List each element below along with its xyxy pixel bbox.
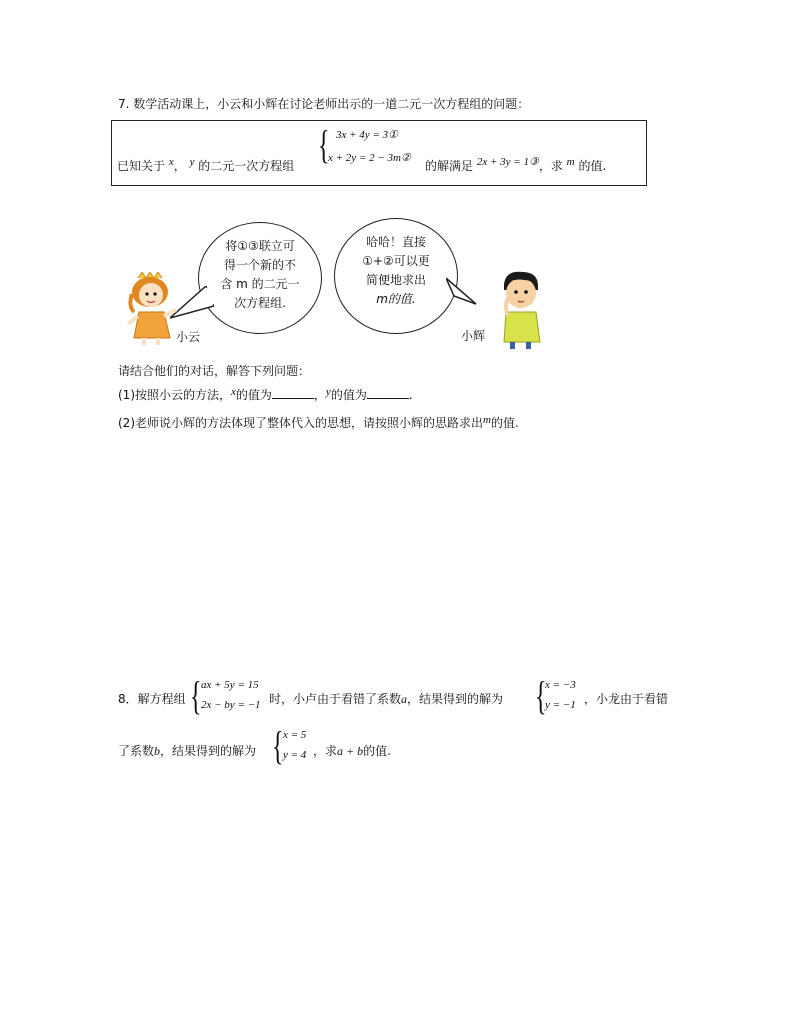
bubble-left-line: 将①③联立可: [225, 239, 295, 253]
part1-text2: 的值为: [330, 388, 367, 402]
name-xiaoyun: 小云: [176, 330, 201, 344]
q7-intro: 数学活动课上，小云和小辉在讨论老师出示的一道二元一次方程组的问题：: [133, 97, 530, 111]
speech-bubble-left: [198, 222, 322, 334]
var-b: b: [154, 744, 161, 758]
q8-system-brace: {: [190, 673, 202, 718]
q7-eq3: 2x + 3y = 1③: [476, 156, 539, 168]
part1-sep: ，: [313, 388, 326, 402]
q7-part2: [118, 414, 519, 431]
var-x: x: [168, 156, 174, 168]
q7-intro-line: [118, 95, 529, 112]
q8-sol1-eq1: x = −3: [545, 679, 576, 691]
q7-eq1: 3x + 4y = 3①: [336, 129, 398, 141]
q7-system-brace: {: [318, 122, 330, 167]
q7-box-prefix: 已知关于: [117, 159, 166, 173]
q8-solution2-brace: {: [272, 723, 284, 768]
q8-text1: 解方程组: [137, 692, 186, 706]
q7-problem-box: [111, 120, 647, 186]
var-m: m: [566, 156, 575, 168]
speech-bubble-right: [334, 218, 458, 334]
q8-text3: ，结果得到的解为: [407, 692, 504, 706]
q7-number: 7.: [118, 97, 130, 111]
q8-line1-mid: [269, 690, 503, 707]
girl-cartoon-icon: [124, 272, 182, 346]
q8-sol1-eq2: y = −1: [545, 699, 576, 711]
bubble-left-line: 次方程组.: [234, 296, 286, 310]
var-m: m: [483, 414, 491, 426]
bubble-right-line: 哈哈！直接: [365, 235, 426, 249]
bubble-right-tail: [446, 278, 480, 308]
q8-sol2-eq1: x = 5: [283, 729, 307, 741]
q8-sol2-eq2: y = 4: [283, 749, 307, 761]
q8-text5: 了系数: [118, 744, 155, 758]
bubble-left-line: 得一个新的不: [223, 258, 296, 272]
var-a: a: [401, 692, 408, 706]
q8-line2-end: [313, 742, 391, 759]
q8-number: 8．: [118, 692, 138, 706]
bubble-right-line: 简便地求出: [365, 273, 426, 287]
name-xiaohui: 小辉: [461, 329, 486, 343]
q7-box-prefix-line: [117, 157, 294, 174]
var-y: y: [325, 386, 331, 398]
q7-eq2: x + 2y = 2 − 3m②: [328, 152, 411, 164]
q7-solution-text: 的解满足: [425, 159, 474, 173]
var-x: x: [231, 386, 236, 398]
bubble-right-line: ①+②可以更: [362, 254, 430, 268]
q7-suffix-pre: ，求: [538, 159, 563, 173]
q8-line1-end: ，小龙由于看错: [584, 692, 669, 706]
comma: ，: [173, 159, 186, 173]
q7-instruction: 请结合他们的对话，解答下列问题：: [118, 364, 311, 378]
q7-suffix-post: 的值.: [578, 159, 607, 173]
part1-label: (1)按照小云的方法，: [118, 388, 231, 402]
q7-box-suffix-line: [425, 157, 606, 174]
q8-sys-eq2: 2x − by = −1: [201, 699, 261, 711]
part1-text1: 的值为: [235, 388, 272, 402]
q8-text2: 时，小卢由于看错了系数: [269, 692, 402, 706]
var-y: y: [189, 156, 195, 168]
part2-end: 的值.: [490, 416, 519, 430]
q8-line1: [118, 690, 186, 707]
bubble-left-line: 含 m 的二元一: [220, 277, 300, 291]
expr-a-plus-b: a + b: [337, 744, 364, 758]
bubble-right-line: m的值.: [376, 292, 416, 306]
q8-text7: ，求: [313, 744, 338, 758]
q7-box-mid: 的二元一次方程组: [198, 159, 295, 173]
q8-text8: 的值.: [363, 744, 391, 758]
q8-line2: [118, 742, 256, 759]
q8-text6: ，结果得到的解为: [160, 744, 257, 758]
answer-blank-y[interactable]: [367, 386, 409, 399]
q7-part1: [118, 386, 413, 403]
boy-cartoon-icon: [494, 268, 546, 350]
q8-sys-eq1: ax + 5y = 15: [201, 679, 259, 691]
part1-end: .: [408, 388, 413, 402]
q8-solution1-brace: {: [535, 673, 547, 718]
part2-text: (2)老师说小辉的方法体现了整体代入的思想，请按照小辉的思路求出: [118, 416, 484, 430]
answer-blank-x[interactable]: [272, 386, 314, 399]
